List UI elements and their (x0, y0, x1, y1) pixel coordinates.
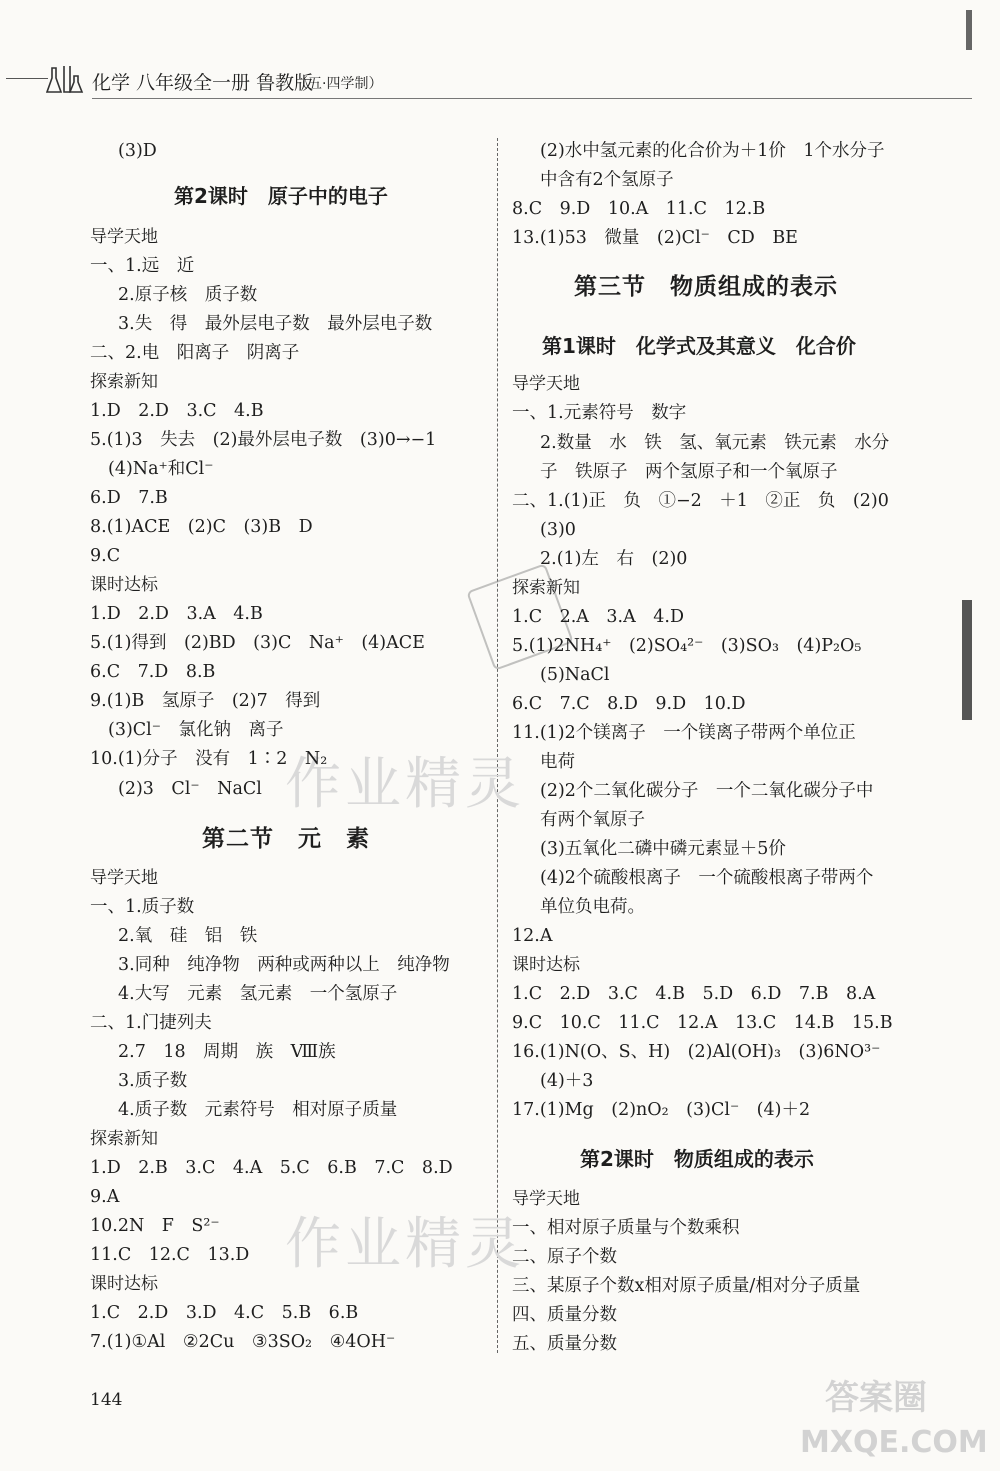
answer-line: 电荷 (540, 752, 575, 772)
answer-line: 9.C (90, 546, 121, 566)
answer-line: 10.2N F S²⁻ (90, 1216, 220, 1236)
answer-line: 1.C 2.D 3.D 4.C 5.B 6.B (90, 1303, 359, 1323)
margin-mark (966, 10, 972, 50)
watermark-text: 作业精灵 (285, 1212, 525, 1277)
answer-line: 17.(1)Mg (2)nO₂ (3)Cl⁻ (4)＋2 (512, 1100, 811, 1120)
answer-line: (4)2个硫酸根离子 一个硫酸根离子带两个 (540, 868, 874, 888)
lesson-heading: 第2课时 原子中的电子 (174, 184, 388, 208)
answer-line: 8.(1)ACE (2)C (3)B D (90, 517, 313, 537)
answer-line: (4)Na⁺和Cl⁻ (108, 459, 214, 479)
lab-flask-icon (46, 64, 84, 98)
answer-line: 二、1.门捷列夫 (90, 1013, 212, 1033)
answer-line: 中含有2个氢原子 (540, 170, 674, 190)
lesson-heading: 第2课时 物质组成的表示 (580, 1147, 814, 1171)
watermark-url: MXQE.COM (800, 1425, 988, 1460)
answer-line: (3)五氧化二磷中磷元素显＋5价 (540, 839, 786, 859)
book-title: 化学 八年级全一册 鲁教版 (92, 72, 314, 94)
answer-line: 11.(1)2个镁离子 一个镁离子带两个单位正 (512, 723, 856, 743)
answer-line: 二、1.(1)正 负 ①−2 ＋1 ②正 负 (2)0 (512, 491, 889, 511)
answer-line: 2.原子核 质子数 (118, 285, 258, 305)
answer-line: 4.大写 元素 氢元素 一个氢原子 (118, 984, 398, 1004)
answer-line: 5.(1)3 失去 (2)最外层电子数 (3)0→−1 (90, 430, 437, 450)
section-label: 课时达标 (90, 575, 158, 595)
answer-line: 6.C 7.C 8.D 9.D 10.D (512, 694, 746, 714)
answer-line: (4)＋3 (540, 1071, 594, 1091)
answer-line: (3)0 (540, 520, 576, 540)
answer-line: 9.(1)B 氢原子 (2)7 得到 (90, 691, 321, 711)
answer-line: 2.数量 水 铁 氢、氧元素 铁元素 水分 (540, 433, 890, 453)
answer-line: 5.(1)2NH₄⁺ (2)SO₄²⁻ (3)SO₃ (4)P₂O₅ (512, 636, 862, 656)
answer-line: 12.A (512, 926, 553, 946)
answer-line: 6.D 7.B (90, 488, 168, 508)
answer-line: 二、2.电 阳离子 阴离子 (90, 343, 300, 363)
lesson-heading: 第1课时 化学式及其意义 化合价 (542, 334, 856, 358)
answer-line: 1.D 2.D 3.C 4.B (90, 401, 264, 421)
answer-line: 子 铁原子 两个氢原子和一个氧原子 (540, 462, 838, 482)
answer-line: 1.C 2.D 3.C 4.B 5.D 6.D 7.B 8.A (512, 984, 876, 1004)
answer-line: 7.(1)①Al ②2Cu ③3SO₂ ④4OH⁻ (90, 1332, 396, 1352)
answer-line: 2.氧 硅 铝 铁 (118, 926, 258, 946)
answer-line: 16.(1)N(O、S、H) (2)Al(OH)₃ (3)6NO³⁻ (512, 1042, 881, 1062)
answer-line: 一、1.元素符号 数字 (512, 403, 687, 423)
answer-line: 二、原子个数 (512, 1247, 617, 1267)
answer-line: 有两个氧原子 (540, 810, 645, 830)
section-label: 导学天地 (512, 374, 580, 394)
answer-line: 13.(1)53 微量 (2)Cl⁻ CD BE (512, 228, 798, 248)
book-edition: （五·四学制） (294, 76, 383, 92)
page-number: 144 (90, 1390, 123, 1410)
section-label: 课时达标 (512, 955, 580, 975)
watermark-text: 作业精灵 (285, 752, 525, 817)
answer-line: 3.质子数 (118, 1071, 188, 1091)
answer-line: 1.C 2.A 3.A 4.D (512, 607, 684, 627)
answer-line: (2)3 Cl⁻ NaCl (118, 779, 262, 799)
answer-line: 2.7 18 周期 族 Ⅷ族 (118, 1042, 336, 1062)
section-label: 课时达标 (90, 1274, 158, 1294)
section-label: 导学天地 (90, 227, 158, 247)
answer-line: 一、相对原子质量与个数乘积 (512, 1218, 740, 1238)
page-edge-shadow (962, 600, 972, 720)
answer-line: (5)NaCl (540, 665, 610, 685)
section-label: 探索新知 (512, 578, 580, 598)
answer-line: 6.C 7.D 8.B (90, 662, 216, 682)
answer-line: 三、某原子个数x相对原子质量/相对分子质量 (512, 1276, 861, 1296)
answer-line: 五、质量分数 (512, 1334, 617, 1354)
page-header (0, 62, 1000, 112)
answer-line: (3)D (118, 141, 157, 161)
answer-line: 5.(1)得到 (2)BD (3)C Na⁺ (4)ACE (90, 633, 425, 653)
answer-line: (2)2个二氧化碳分子 一个二氧化碳分子中 (540, 781, 874, 801)
answer-line: 1.D 2.B 3.C 4.A 5.C 6.B 7.C 8.D (90, 1158, 453, 1178)
answer-line: 3.失 得 最外层电子数 最外层电子数 (118, 314, 433, 334)
answer-line: 4.质子数 元素符号 相对原子质量 (118, 1100, 398, 1120)
answer-line: 四、质量分数 (512, 1305, 617, 1325)
answer-line: (2)水中氢元素的化合价为＋1价 1个水分子 (540, 141, 885, 161)
answer-line: 10.(1)分子 没有 1∶2 N₂ (90, 749, 328, 769)
section-heading: 第三节 物质组成的表示 (574, 274, 838, 300)
section-label: 探索新知 (90, 372, 158, 392)
section-label: 导学天地 (512, 1189, 580, 1209)
watermark-logo: 答案圈 (825, 1378, 927, 1418)
section-label: 导学天地 (90, 868, 158, 888)
header-rule (6, 78, 48, 79)
answer-line: 2.(1)左 右 (2)0 (540, 549, 688, 569)
answer-line: 9.A (90, 1187, 120, 1207)
section-heading: 第二节 元 素 (202, 826, 370, 852)
header-underline (92, 98, 972, 99)
answer-line: (3)Cl⁻ 氯化钠 离子 (108, 720, 284, 740)
answer-line: 一、1.远 近 (90, 256, 195, 276)
section-label: 探索新知 (90, 1129, 158, 1149)
answer-line: 9.C 10.C 11.C 12.A 13.C 14.B 15.B (512, 1013, 893, 1033)
answer-line: 单位负电荷。 (540, 897, 645, 917)
answer-line: 11.C 12.C 13.D (90, 1245, 250, 1265)
answer-line: 8.C 9.D 10.A 11.C 12.B (512, 199, 766, 219)
answer-line: 3.同种 纯净物 两种或两种以上 纯净物 (118, 955, 450, 975)
answer-line: 1.D 2.D 3.A 4.B (90, 604, 263, 624)
answer-line: 一、1.质子数 (90, 897, 195, 917)
